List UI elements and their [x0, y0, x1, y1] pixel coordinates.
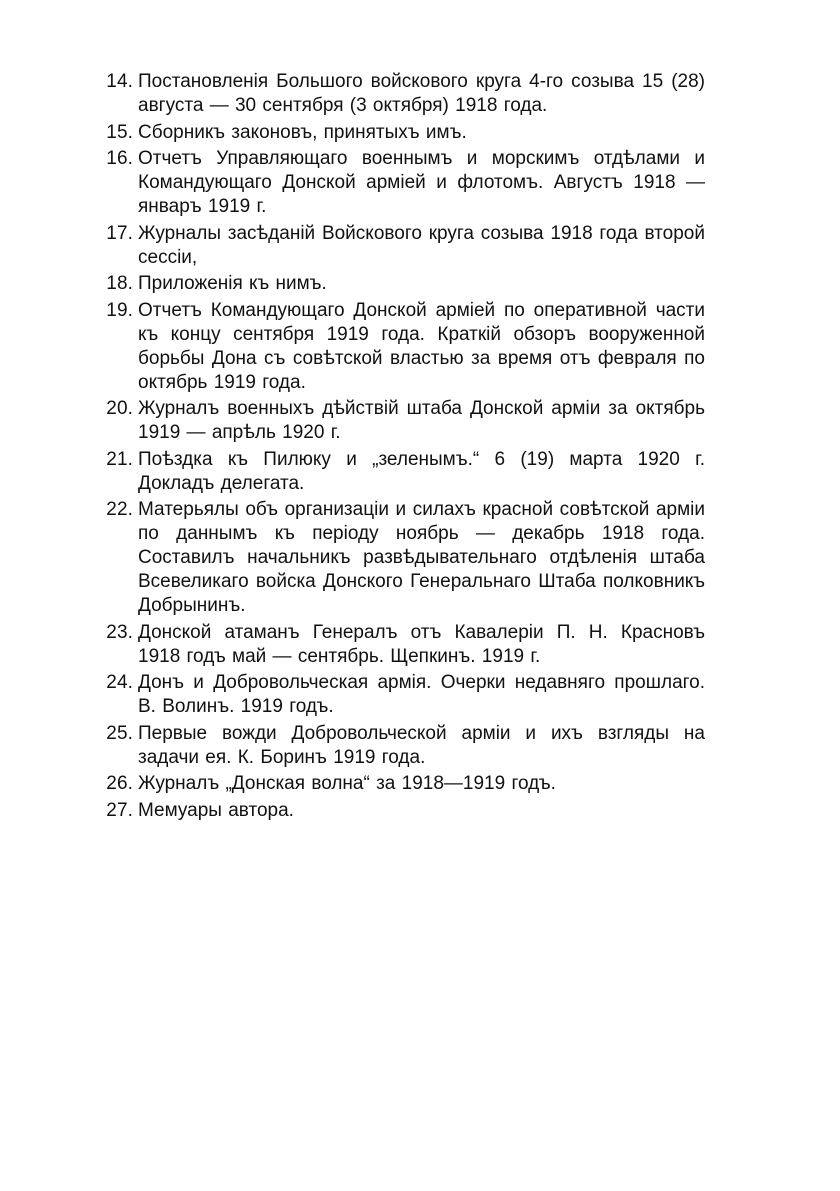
list-item — [97, 621, 705, 669]
item-number: 19. — [106, 299, 133, 321]
item-number: 20. — [106, 398, 133, 419]
item-number: 15. — [106, 121, 133, 143]
list-item — [97, 121, 705, 145]
item-text: Поѣздка къ Пилюку и „зеленымъ.“ 6 (19) марта 1920 г. Докладъ делегата. — [138, 448, 705, 494]
list-item — [97, 722, 705, 770]
item-text: Журналы засѣданій Войскового круга созыва 1918 года второй сессіи, — [138, 222, 705, 268]
item-number: 26. — [106, 773, 133, 794]
item-text: Отчетъ Командующаго Донской арміей по оперативной части къ концу сентября 1919 года. Краткій обзоръ вооруженной борьбы Дона съ совѣтской властью за время отъ февраля по октябрь 1919 года. — [138, 299, 705, 393]
item-text: Журналъ военныхъ дѣйствій штаба Донской арміи за октябрь 1919 — апрѣль 1920 г. — [138, 398, 705, 443]
item-number: 14. — [106, 71, 133, 92]
item-text: Первые вожди Добровольческой арміи и ихъ взгляды на задачи ея. К. Боринъ 1919 года. — [138, 722, 705, 768]
list-item — [97, 272, 705, 296]
list-item — [97, 772, 705, 796]
list-item — [97, 448, 705, 496]
list-item — [97, 222, 705, 270]
item-number: 27. — [106, 799, 133, 821]
item-text: Приложенія къ нимъ. — [138, 273, 327, 294]
item-text: Журналъ „Донская волна“ за 1918—1919 годъ. — [138, 773, 556, 794]
item-text: Сборникъ законовъ, принятыхъ имъ. — [138, 121, 467, 143]
item-number: 21. — [106, 448, 133, 470]
item-number: 17. — [106, 222, 133, 244]
item-number: 18. — [106, 273, 133, 294]
item-text: Постановленія Большого войскового круга 4-го созыва 15 (28) августа — 30 сентября (3 октября) 1918 года. — [138, 71, 705, 116]
list-item — [97, 799, 705, 823]
item-text: Донской атаманъ Генералъ отъ Кавалеріи П. Н. Красновъ 1918 годъ май — сентябрь. Щепкинъ. 1919 г. — [138, 621, 705, 667]
item-number: 23. — [106, 621, 133, 643]
list-item — [97, 299, 705, 395]
list-item — [97, 397, 705, 445]
item-number: 16. — [106, 148, 133, 169]
list-item — [97, 70, 705, 118]
bibliography-list — [97, 70, 705, 825]
list-item — [97, 147, 705, 219]
list-item — [97, 498, 705, 618]
item-number: 25. — [106, 722, 133, 744]
item-number: 24. — [106, 672, 133, 693]
item-text: Мемуары автора. — [138, 799, 294, 821]
item-number: 22. — [106, 499, 133, 520]
item-text: Донъ и Добровольческая армія. Очерки недавняго прошлаго. В. Волинъ. 1919 годъ. — [138, 672, 705, 717]
item-text: Отчетъ Управляющаго военнымъ и морскимъ отдѣлами и Командующаго Донской арміей и флотомъ. Августъ 1918 — январъ 1919 г. — [138, 148, 705, 217]
list-item — [97, 671, 705, 719]
item-text: Матерьялы объ организаціи и силахъ красной совѣтской арміи по даннымъ къ періоду ноябрь — декабрь 1918 года. Составилъ начальникъ развѣдывательнаго отдѣленія штаба Всевеликаго войска Донского Генеральнаго Штаба полковникъ Добрынинъ. — [138, 499, 705, 616]
